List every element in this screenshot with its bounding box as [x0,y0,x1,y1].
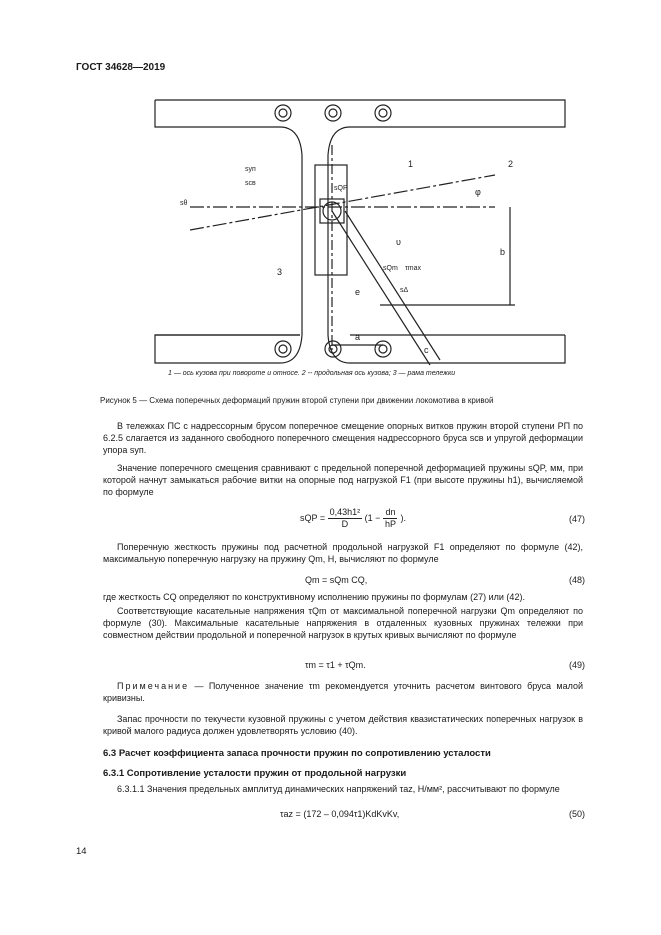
paragraph-7: 6.3.1.1 Значения предельных амплитуд динамических напряжений τaz, Н/мм², рассчитывают по формуле [117,784,560,794]
label-upsilon: υ [396,237,401,247]
label-phi: φ [475,187,481,197]
equation-48-number: (48) [568,575,585,585]
equation-47-number: (47) [568,514,585,524]
figure-legend: 1 — ось кузова при повороте и относе. 2 -- продольная ось кузова; 3 — рама тележки [168,370,456,377]
label-sqp: sQP [334,185,348,192]
equation-50-number: (50) [568,809,585,819]
label-sdelta: sΔ [400,287,409,294]
note-text: — Полученное значение τm рекомендуется уточнить расчетом винтового бруса малой кривизны. [103,681,583,703]
label-ssv: sсв [245,180,256,187]
equation-48: Qm = sQm CQ, [305,575,368,585]
label-e: e [355,287,361,297]
paragraph-6: Запас прочности по текучести кузовной пружины с учетом действия квазистатических поперечных нагрузок в кривой малого радиуса должен удовлетворять условию (40). [103,714,583,736]
page-number: 14 [76,846,87,857]
label-b: b [500,247,506,257]
section-6-3-heading: 6.3 Расчет коэффициента запаса прочности пружин по сопротивлению усталости [103,748,491,759]
figure-caption: Рисунок 5 — Схема поперечных деформаций пружин второй ступени при движении локомотива в кривой [100,396,494,405]
paragraph-3: Поперечную жесткость пружины под расчетной продольной нагрузкой F1 определяют по формуле (42), максимальную поперечную нагрузку на пружину Qm, Н, вычисляют по формуле [103,542,583,564]
equation-49: τm = τ1 + τQm. [305,660,366,670]
note-heading: Примечание [117,681,190,691]
paragraph-5: Соответствующие касательные напряжения τQm от максимальной поперечной нагрузки Qm определяют по формуле (30). Максимальные касательные напряжения в отдаленных кузовных пружинах тележки при совместном действии продольной и поперечной нагрузок в крутых кривых вычисляют по формуле [103,606,583,640]
label-1: 1 [408,159,414,169]
label-syp: sуп [245,166,256,173]
section-6-3-1-heading: 6.3.1 Сопротивление усталости пружин от продольной нагрузки [103,768,407,779]
label-s-theta: sθ [180,200,188,207]
paragraph-4: где жесткость CQ определяют по конструктивному исполнению пружины по формулам (27) или (42). [103,592,525,602]
label-c: c [424,345,429,355]
page-header: ГОСТ 34628—2019 [76,62,166,73]
equation-50: τaz = (172 – 0,094τ1)KdKvKv, [280,809,400,819]
note [103,680,583,704]
equation-47: sQP = $\frac{\text{0,43h1²}}{D}$ (1 − $\frac{dn}{hP}$ ). [300,507,406,529]
label-sqm: sQm [383,265,398,272]
equation-49-number: (49) [568,660,585,670]
label-tau-max: τmax [405,265,421,272]
bogie-spring-diagram [150,95,570,375]
label-a: a [355,332,361,342]
paragraph-1: В тележках ПС с надрессорным брусом поперечное смещение опорных витков пружин второй ступени РП по 6.2.5 слагается из заданного свободного поперечного смещения надрессорного бруса sсв и упругой деформации упора sуп. [103,421,583,455]
label-2: 2 [508,159,514,169]
label-3: 3 [277,267,283,277]
paragraph-2: Значение поперечного смещения сравнивают с предельной поперечной деформацией пружины sQP, мм, при которой начнут замыкаться рабочие витки на опорные под нагрузкой F1 (при высоте пружины h1), вычисляемой по формуле [103,463,583,497]
